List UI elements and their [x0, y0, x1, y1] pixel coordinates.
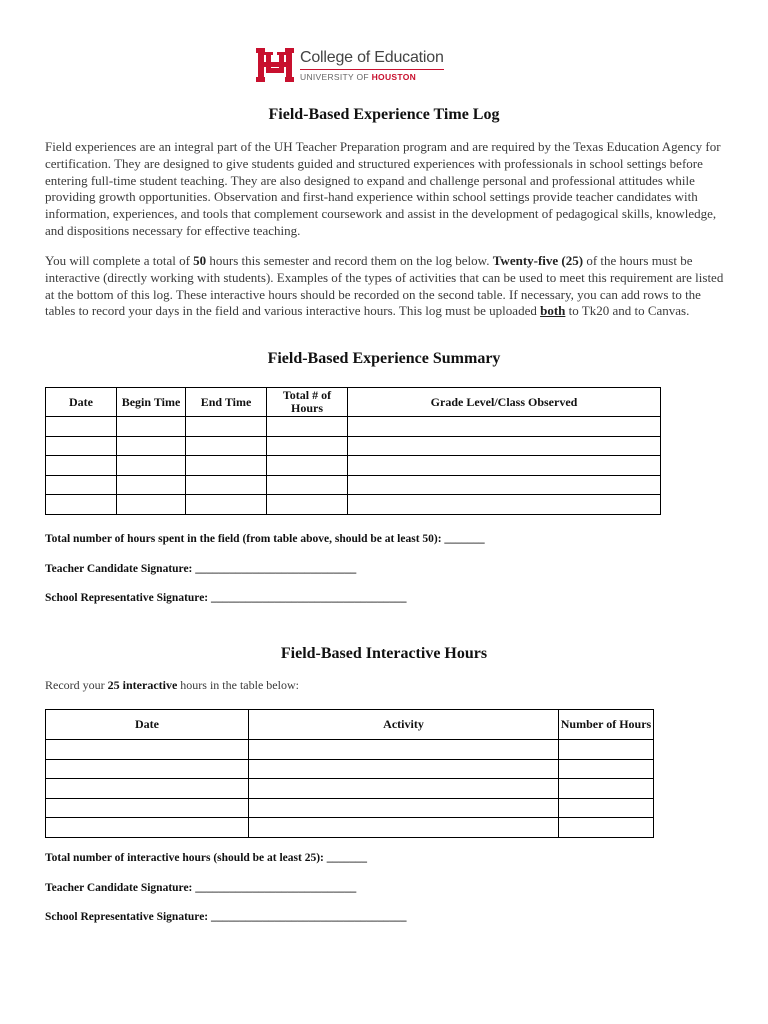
record-suffix: hours in the table below:	[177, 678, 299, 692]
summary-table-cell[interactable]	[267, 475, 348, 495]
interactive-table	[45, 709, 654, 838]
summary-header-row	[46, 388, 661, 417]
interactive-table-cell[interactable]	[559, 759, 654, 779]
summary-total-line: Total number of hours spent in the field (from table above, should be at least 50): _______	[45, 533, 485, 545]
summary-table-row	[46, 417, 661, 437]
col-grade-level: Grade Level/Class Observed	[348, 388, 661, 417]
uh-college-logo	[254, 46, 454, 84]
university-name	[300, 72, 416, 82]
interactive-heading: Field-Based Interactive Hours	[280, 645, 488, 662]
summary-table-cell[interactable]	[186, 475, 267, 495]
summary-table-cell[interactable]	[348, 495, 661, 515]
interactive-header-row	[46, 710, 654, 740]
record-instruction	[45, 678, 299, 693]
summary-table-row	[46, 495, 661, 515]
summary-table-cell[interactable]	[267, 456, 348, 476]
summary-candidate-signature: Teacher Candidate Signature: ____________________________	[45, 563, 357, 575]
instructions-text-1: You will complete a total of	[45, 253, 194, 268]
summary-table-cell[interactable]	[117, 495, 186, 515]
interactive-table-cell[interactable]	[559, 798, 654, 818]
summary-table	[45, 387, 661, 515]
interactive-table-cell[interactable]	[559, 818, 654, 838]
summary-table-row	[46, 456, 661, 476]
col-int-date: Date	[46, 710, 249, 740]
interactive-table-cell[interactable]	[46, 779, 249, 799]
summary-table-cell[interactable]	[186, 495, 267, 515]
interactive-candidate-signature: Teacher Candidate Signature: ____________________________	[45, 882, 357, 894]
instructions-text-4: to Tk20 and to Canvas.	[565, 303, 690, 319]
summary-table-cell[interactable]	[117, 436, 186, 456]
record-prefix: Record your	[45, 678, 108, 692]
col-number-of-hours: Number of Hours	[559, 710, 654, 740]
summary-table-cell[interactable]	[117, 475, 186, 495]
interactive-table-cell[interactable]	[249, 818, 559, 838]
col-end-time: End Time	[186, 388, 267, 417]
summary-table-cell[interactable]	[267, 495, 348, 515]
intro-paragraph: Field experiences are an integral part of the UH Teacher Preparation program and are required by the Texas Education Agency for certification. They are designed to give students guided and structured experiences with professionals in school settings before entering full-time student teaching. They are also designed to expand and challenge personal and professional attitudes while providing growth opportunities. Observation and first-hand experience within school settings provide teacher candidates with information, experiences, and tools that complement coursework and assist in the development of pedagogical skills, knowledge, and dispositions necessary for effective teaching.	[45, 139, 721, 238]
summary-table-cell[interactable]	[186, 456, 267, 476]
interactive-table-cell[interactable]	[46, 798, 249, 818]
col-total-hours: Total # of Hours	[267, 388, 348, 417]
summary-table-cell[interactable]	[348, 417, 661, 437]
col-activity: Activity	[249, 710, 559, 740]
interactive-table-cell[interactable]	[249, 759, 559, 779]
summary-table-cell[interactable]	[117, 417, 186, 437]
college-name: College of Education	[300, 49, 444, 66]
summary-table-cell[interactable]	[117, 456, 186, 476]
interactive-school-signature: School Representative Signature: __________________________________	[45, 911, 407, 923]
interactive-table-row	[46, 818, 654, 838]
summary-school-signature: School Representative Signature: __________________________________	[45, 592, 407, 604]
summary-table-cell[interactable]	[348, 475, 661, 495]
summary-table-cell[interactable]	[267, 436, 348, 456]
instructions-text-2: hours this semester and record them on the log below.	[206, 253, 493, 268]
col-date: Date	[46, 388, 117, 417]
interactive-hours-bold: Twenty-five (25)	[492, 253, 584, 268]
total-hours-value: 50	[193, 253, 207, 268]
interactive-table-cell[interactable]	[559, 779, 654, 799]
summary-table-row	[46, 436, 661, 456]
summary-table-cell[interactable]	[46, 436, 117, 456]
instructions-paragraph	[45, 253, 725, 320]
university-houston: HOUSTON	[371, 72, 417, 82]
record-bold: 25 interactive	[107, 678, 178, 692]
summary-table-cell[interactable]	[348, 456, 661, 476]
summary-heading: Field-Based Experience Summary	[267, 350, 501, 367]
summary-table-cell[interactable]	[46, 495, 117, 515]
summary-table-row	[46, 475, 661, 495]
both-emphasis: both	[540, 303, 566, 319]
interactive-table-cell[interactable]	[249, 798, 559, 818]
university-prefix: UNIVERSITY OF	[300, 72, 372, 82]
summary-table-cell[interactable]	[46, 456, 117, 476]
summary-table-cell[interactable]	[348, 436, 661, 456]
interactive-table-row	[46, 779, 654, 799]
summary-table-cell[interactable]	[186, 417, 267, 437]
interactive-table-row	[46, 740, 654, 760]
interactive-table-cell[interactable]	[559, 740, 654, 760]
interactive-table-cell[interactable]	[249, 779, 559, 799]
interactive-total-line: Total number of interactive hours (should be at least 25): _______	[45, 852, 367, 864]
interactive-table-row	[46, 798, 654, 818]
summary-table-cell[interactable]	[46, 417, 117, 437]
interactive-table-cell[interactable]	[249, 740, 559, 760]
logo-divider	[300, 69, 444, 70]
interactive-table-cell[interactable]	[46, 740, 249, 760]
instructions-text-3: of the hours must be interactive (directly working with students). Examples of the types of activities that can be used to meet this requirement are listed at the bottom of this log. These interactive hours should be recorded on the second table. If necessary, you can add rows to the tables to record your days in the field and various interactive hours. This log must be uploaded	[45, 253, 724, 319]
summary-table-cell[interactable]	[46, 475, 117, 495]
interactive-table-cell[interactable]	[46, 759, 249, 779]
interactive-table-cell[interactable]	[46, 818, 249, 838]
page-title: Field-Based Experience Time Log	[268, 106, 500, 123]
summary-table-cell[interactable]	[267, 417, 348, 437]
col-begin-time: Begin Time	[117, 388, 186, 417]
summary-table-cell[interactable]	[186, 436, 267, 456]
uh-interlocking-logo-icon	[254, 46, 296, 84]
interactive-table-row	[46, 759, 654, 779]
